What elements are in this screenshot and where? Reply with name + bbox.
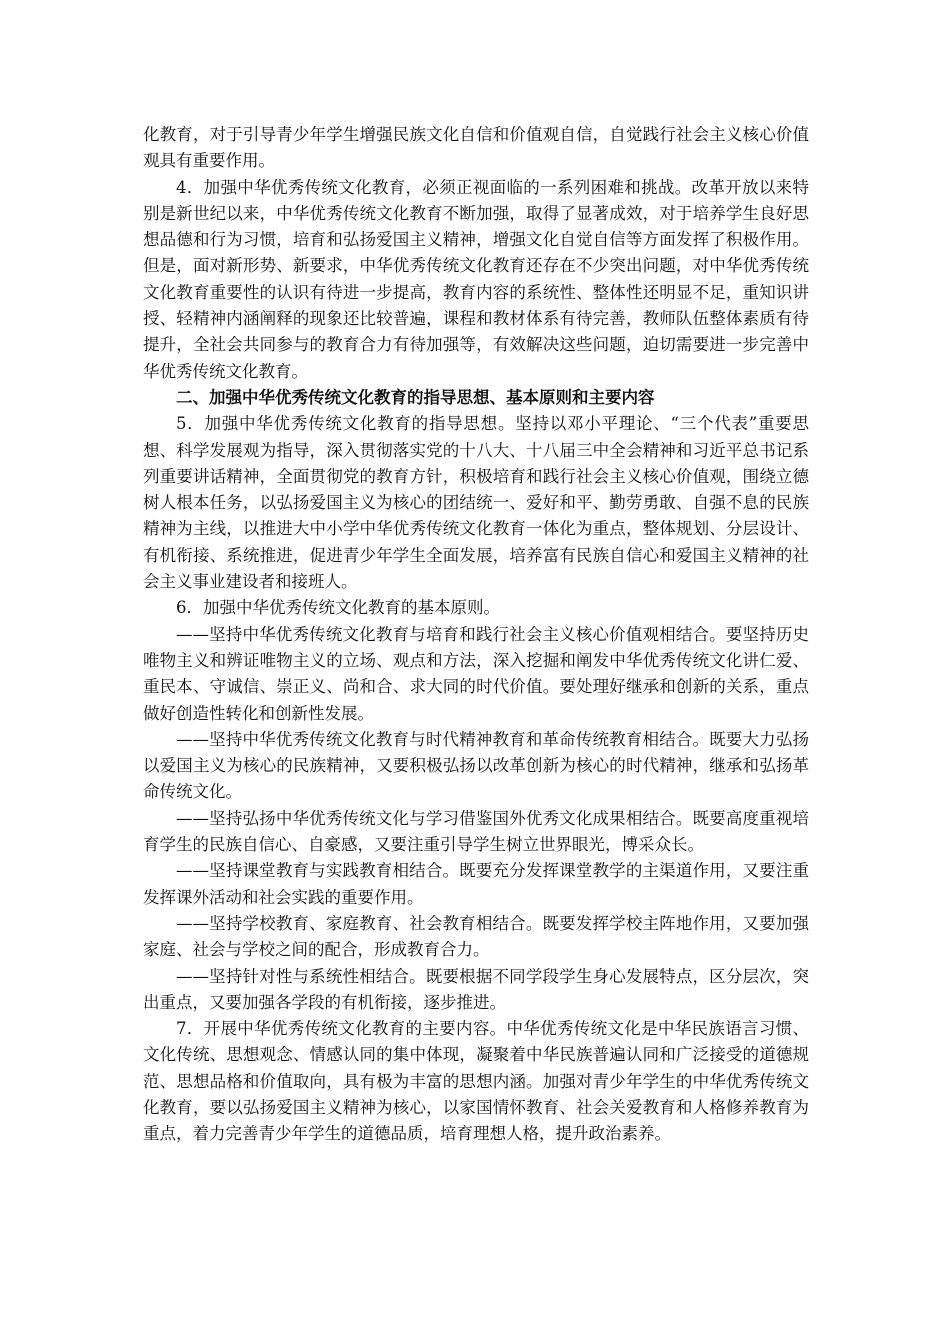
paragraph-6: 6．加强中华优秀传统文化教育的基本原则。 <box>176 598 500 618</box>
document-body <box>143 122 809 1148</box>
principle-item: ——坚持学校教育、家庭教育、社会教育相结合。既要发挥学校主阵地作用，又要加强家庭、社会与学校之间的配合，形成教育合力。 <box>143 913 809 960</box>
paragraph-7: 7．开展中华优秀传统文化教育的主要内容。中华优秀传统文化是中华民族语言习惯、文化传统、思想观念、情感认同的集中体现，凝聚着中华民族普遍认同和广泛接受的道德规范、思想品格和价值取向，具有极为丰富的思想内涵。加强对青少年学生的中华优秀传统文化教育，要以弘扬爱国主义精神为核心，以家国情怀教育、社会关爱教育和人格修养教育为重点，着力完善青少年学生的道德品质，培育理想人格，提升政治素养。 <box>143 1019 809 1144</box>
paragraph-continuation: 化教育，对于引导青少年学生增强民族文化自信和价值观自信，自觉践行社会主义核心价值观具有重要作用。 <box>143 125 809 171</box>
section-heading: 二、加强中华优秀传统文化教育的指导思想、基本原则和主要内容 <box>176 387 655 407</box>
paragraph-4: 4．加强中华优秀传统文化教育，必须正视面临的一系列困难和挑战。改革开放以来特别是新世纪以来，中华优秀传统文化教育不断加强，取得了显著成效，对于培养学生良好思想品德和行为习惯，培育和弘扬爱国主义精神，增强文化自觉自信等方面发挥了积极作用。但是，面对新形势、新要求，中华优秀传统文化教育还存在不少突出问题，对中华优秀传统文化教育重要性的认识有待进一步提高，教育内容的系统性、整体性还明显不足，重知识讲授、轻精神内涵阐释的现象还比较普遍，课程和教材体系有待完善，教师队伍整体素质有待提升，全社会共同参与的教育合力有待加强等，有效解决这些问题，迫切需要进一步完善中华优秀传统文化教育。 <box>143 177 809 381</box>
principle-item: ——坚持课堂教育与实践教育相结合。既要充分发挥课堂教学的主渠道作用，又要注重发挥课外活动和社会实践的重要作用。 <box>143 861 809 907</box>
principle-item: ——坚持针对性与系统性相结合。既要根据不同学段学生身心发展特点，区分层次，突出重点，又要加强各学段的有机衔接，逐步推进。 <box>143 966 809 1012</box>
principle-item: ——坚持中华优秀传统文化教育与时代精神教育和革命传统教育相结合。既要大力弘扬以爱国主义为核心的民族精神，又要积极弘扬以改革创新为核心的时代精神，继承和弘扬革命传统文化。 <box>143 729 809 802</box>
principle-item: ——坚持中华优秀传统文化教育与培育和践行社会主义核心价值观相结合。要坚持历史唯物主义和辨证唯物主义的立场、观点和方法，深入挖掘和阐发中华优秀传统文化讲仁爱、重民本、守诚信、崇正义、尚和合、求大同的时代价值。要处理好继承和创新的关系，重点做好创造性转化和创新性发展。 <box>143 624 809 723</box>
paragraph-5: 5．加强中华优秀传统文化教育的指导思想。坚持以邓小平理论、“三个代表”重要思想、科学发展观为指导，深入贯彻落实党的十八大、十八届三中全会精神和习近平总书记系列重要讲话精神，全面贯彻党的教育方针，积极培育和践行社会主义核心价值观，围绕立德树人根本任务，以弘扬爱国主义为核心的团结统一、爱好和平、勤劳勇敢、自强不息的民族精神为主线，以推进大中小学中华优秀传统文化教育一体化为重点，整体规划、分层设计、有机衔接、系统推进，促进青少年学生全面发展，培养富有民族自信心和爱国主义精神的社会主义事业建设者和接班人。 <box>143 414 809 592</box>
principle-item: ——坚持弘扬中华优秀传统文化与学习借鉴国外优秀文化成果相结合。既要高度重视培育学生的民族自信心、自豪感，又要注重引导学生树立世界眼光，博采众长。 <box>143 808 809 855</box>
